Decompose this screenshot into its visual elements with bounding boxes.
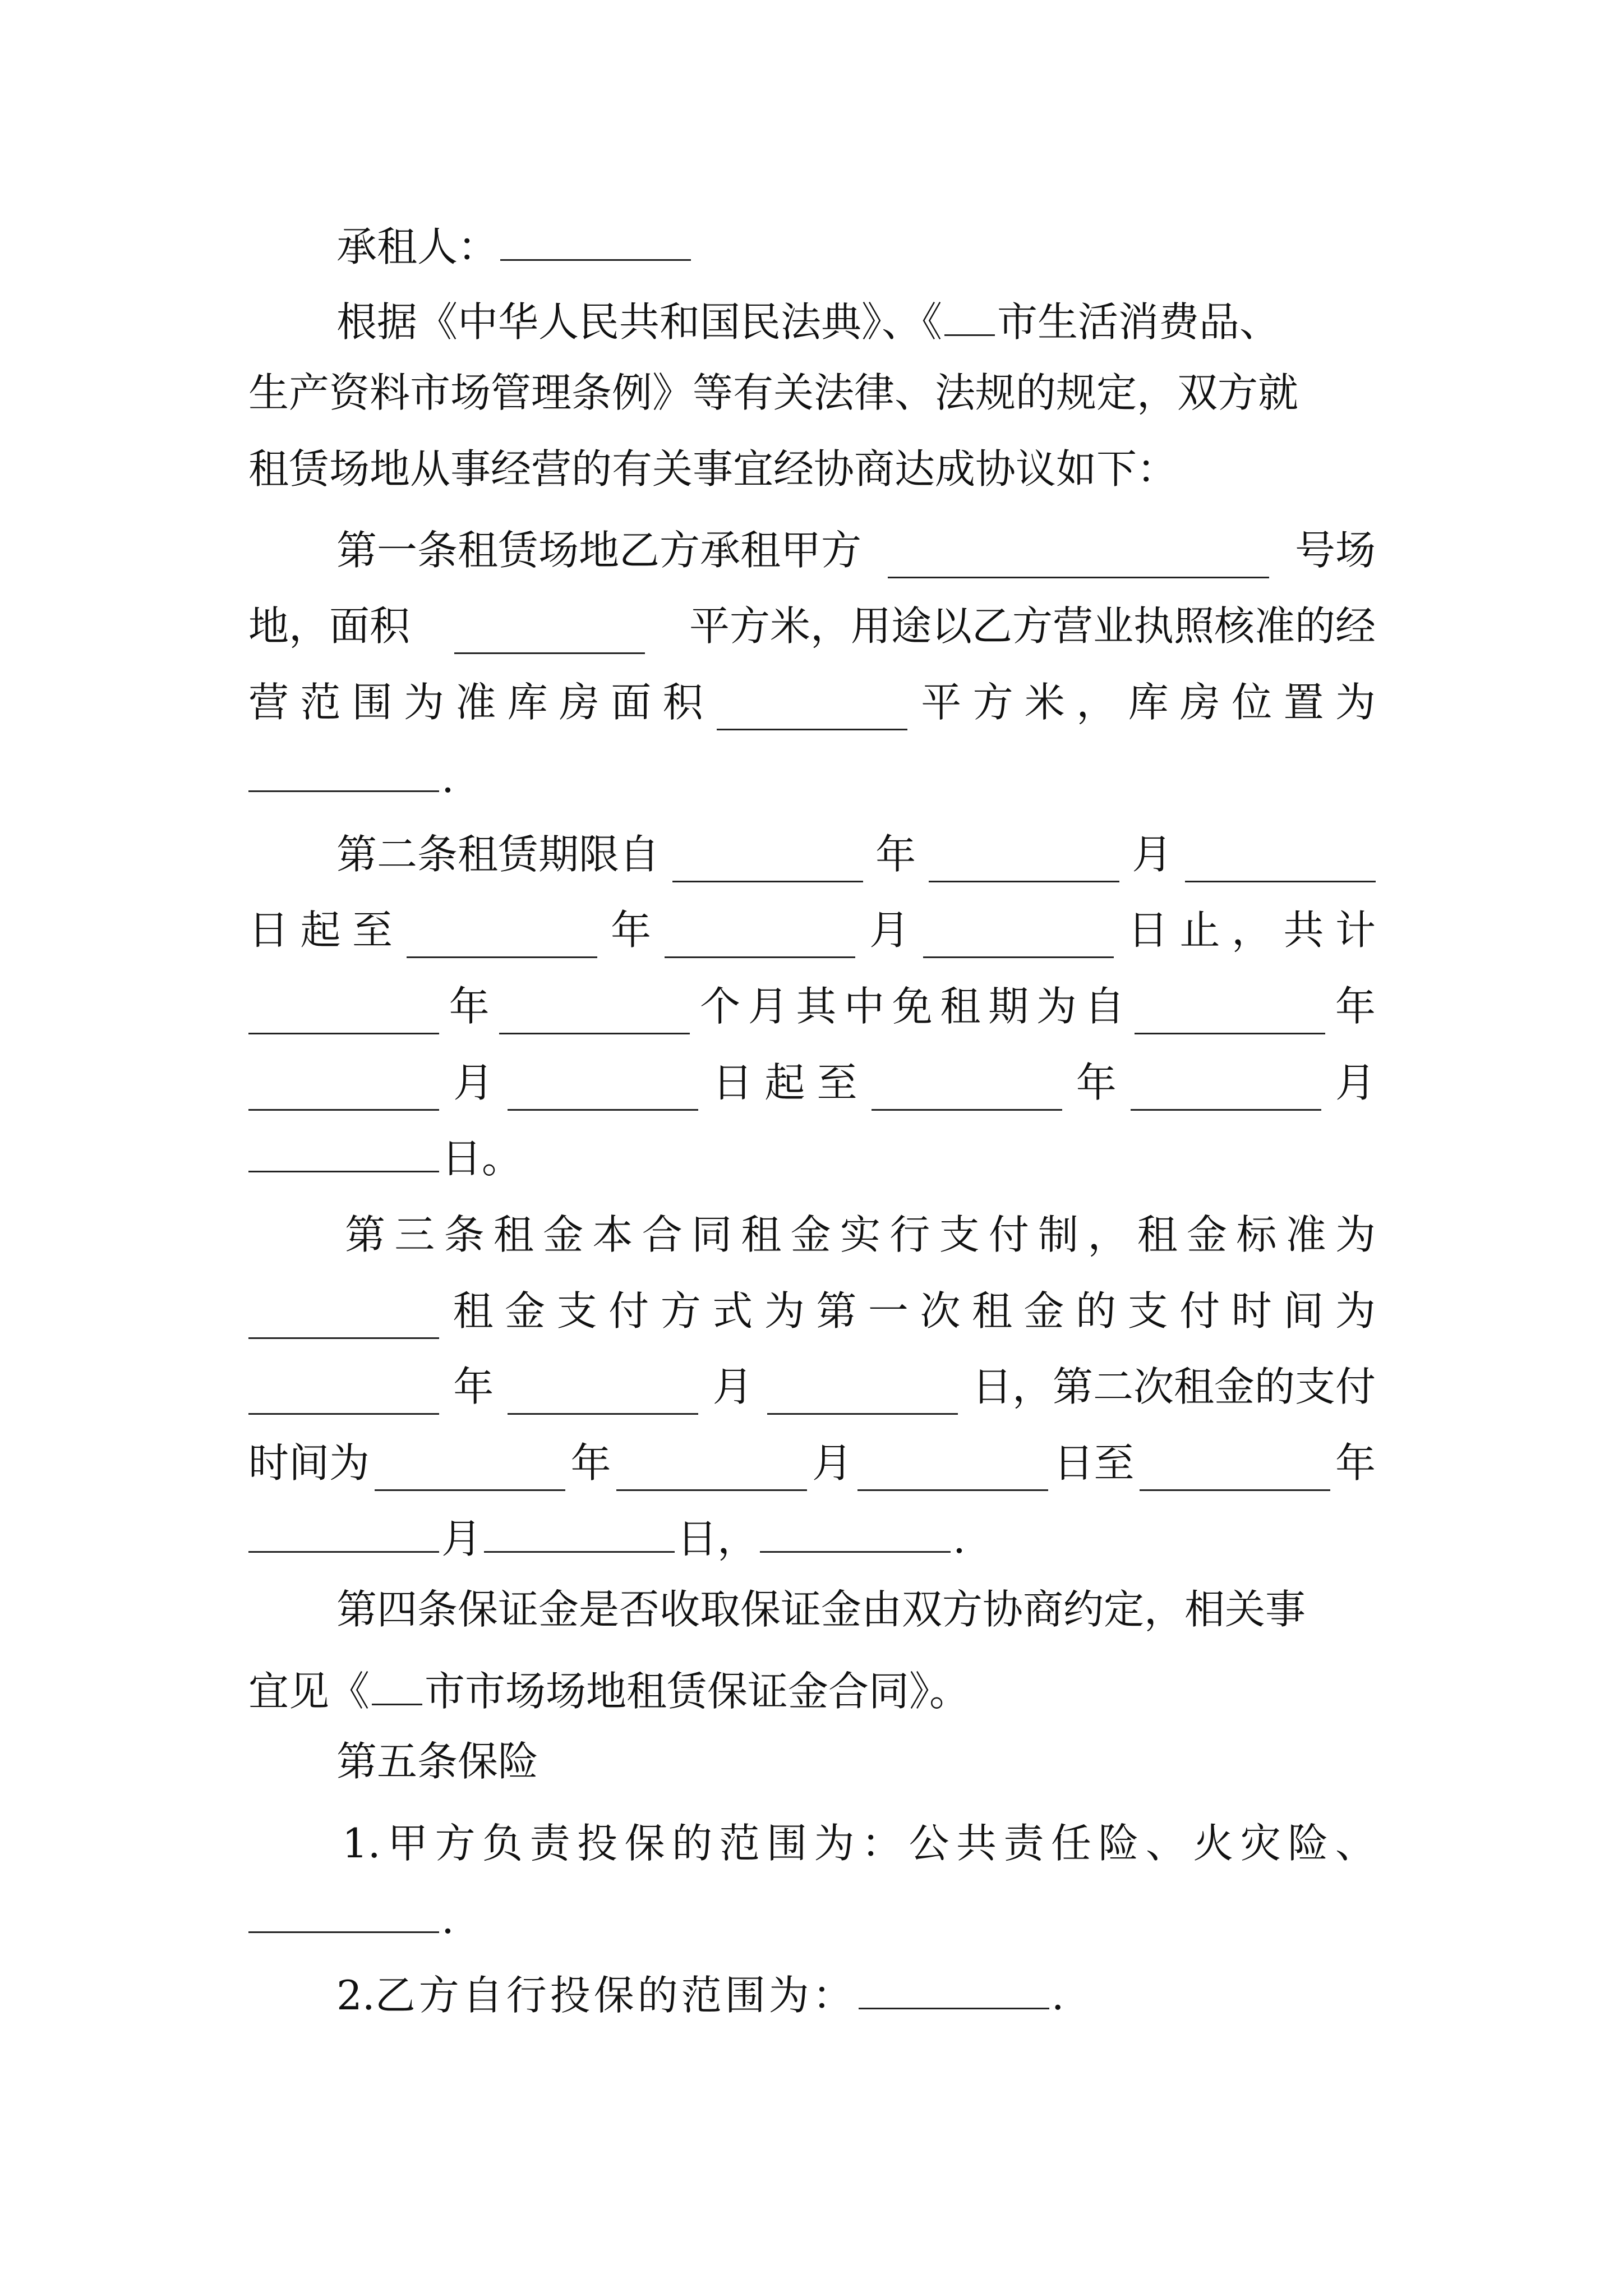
char: 方	[435, 1820, 476, 1867]
char: 租	[493, 1211, 534, 1258]
char: 为	[1335, 1211, 1376, 1258]
char: 责	[529, 1820, 570, 1867]
char: 保	[624, 1820, 665, 1867]
intro-line-3	[248, 441, 1376, 503]
char: 租	[972, 1287, 1013, 1335]
blank-city	[944, 288, 995, 336]
art2-text: 第二条租赁期限自	[336, 831, 660, 878]
blank-pay-other	[760, 1505, 951, 1553]
char: 一	[868, 1287, 909, 1335]
blank-free-start-day	[508, 1063, 698, 1111]
blank-area	[454, 606, 645, 654]
char: 实	[840, 1211, 880, 1258]
char: 责	[1003, 1820, 1044, 1867]
blank-city-2	[372, 1658, 422, 1705]
char: 起	[764, 1059, 805, 1106]
art4-text: 第四条保证金是否收取保证金由双方协商约定，相关事	[336, 1586, 1306, 1633]
intro-text: 生产资料市场管理条例》等有关法律、法规的规定，双方就	[248, 369, 1299, 416]
art1-text: 地，面积	[248, 602, 411, 650]
char: 平	[921, 679, 962, 726]
char: 甲	[388, 1820, 428, 1867]
char: 房	[1179, 679, 1220, 726]
art1-line-3	[248, 669, 1376, 730]
char: ，	[1231, 907, 1272, 954]
period: .	[953, 1515, 966, 1562]
char: 支	[1127, 1287, 1168, 1335]
char: 标	[1236, 1211, 1277, 1258]
char: 为	[1036, 983, 1077, 1030]
char: 月	[748, 983, 789, 1030]
art5-text: 乙方自行投保的范围为：	[375, 1972, 856, 2019]
art3-line-3	[248, 1353, 1376, 1415]
char: 行	[889, 1211, 930, 1258]
char: 方	[660, 1287, 701, 1335]
blank-pay2-day	[857, 1443, 1048, 1491]
char-year: 年	[1076, 1059, 1117, 1106]
char: 库	[507, 679, 548, 726]
char: 围	[352, 679, 393, 726]
char: 间	[1283, 1287, 1324, 1335]
char: 险	[1098, 1820, 1139, 1867]
blank-free-end-year	[872, 1063, 1062, 1111]
art1-text: 第一条租赁场地乙方承租甲方	[336, 527, 862, 574]
blank-total-months	[499, 987, 690, 1034]
char: 库	[1128, 679, 1169, 726]
blank-pay1-day	[767, 1367, 958, 1415]
char: 止	[1179, 907, 1220, 954]
art3-text: 日，	[677, 1515, 758, 1562]
art2-line-4	[248, 1049, 1376, 1111]
char-month: 月	[453, 1059, 494, 1106]
char: 范	[300, 679, 341, 726]
char: 负	[482, 1820, 523, 1867]
art2-line-1	[336, 821, 1376, 882]
char: 准	[455, 679, 496, 726]
art3-line-1	[345, 1201, 1376, 1263]
char: 险	[1288, 1820, 1329, 1867]
blank-pay2-end-day	[484, 1505, 675, 1553]
char: 其	[796, 983, 837, 1030]
art2-text: 日。	[441, 1135, 523, 1182]
art5-title-text: 第五条保险	[336, 1738, 539, 1785]
char: 期	[988, 983, 1029, 1030]
item-number: 1.	[342, 1820, 381, 1867]
char: 米	[1024, 679, 1065, 726]
blank-pay2-month	[616, 1443, 807, 1491]
char-year: 年	[875, 831, 916, 878]
char: 火	[1193, 1820, 1234, 1867]
char: 起	[300, 907, 341, 954]
char: 制	[1038, 1211, 1079, 1258]
char: 为	[1335, 679, 1376, 726]
blank-pay1-year	[248, 1367, 439, 1415]
art2-line-3	[248, 973, 1376, 1034]
blank-total-years	[248, 987, 439, 1034]
art4-line-1	[336, 1581, 1376, 1643]
lessee-label: 承租人：	[336, 223, 499, 270]
art3-text: 时间为	[248, 1439, 370, 1487]
char: 租	[940, 983, 981, 1030]
art5-title	[336, 1733, 1376, 1795]
intro-text: 市生活消费品、	[997, 298, 1280, 346]
char: 至	[817, 1059, 857, 1106]
intro-line-2	[248, 365, 1376, 426]
blank-pay2-end-month	[248, 1505, 439, 1553]
char: 三	[394, 1211, 435, 1258]
char: 为	[403, 679, 444, 726]
char: 自	[1084, 983, 1125, 1030]
char: 至	[352, 907, 393, 954]
char-year: 年	[1335, 1439, 1376, 1487]
char: 日	[712, 1059, 753, 1106]
char: 次	[920, 1287, 961, 1335]
char: 为	[814, 1820, 855, 1867]
art1-text: 号场	[1294, 527, 1376, 574]
char: 日	[248, 907, 289, 954]
blank-warehouse-location	[248, 744, 439, 792]
art3-text: 日，第二次租金的支付	[971, 1363, 1376, 1410]
blank-free-start-year	[1135, 987, 1325, 1034]
blank-pay1-month	[508, 1367, 698, 1415]
char: 式	[712, 1287, 753, 1335]
char: 面	[611, 679, 652, 726]
blank-free-end-month	[1131, 1063, 1321, 1111]
art3-line-5	[248, 1505, 1376, 1567]
char: 营	[248, 679, 289, 726]
char-year: 年	[1335, 983, 1376, 1030]
char: 个	[700, 983, 741, 1030]
blank-free-end-day	[248, 1125, 439, 1172]
art3-line-4	[248, 1429, 1376, 1491]
char: 租	[453, 1287, 494, 1335]
char: 日	[1127, 907, 1168, 954]
blank-rent-standard	[248, 1291, 439, 1339]
char: 、	[1145, 1820, 1186, 1867]
char-month: 月	[441, 1515, 482, 1562]
char: 付	[988, 1211, 1029, 1258]
blank-free-start-month	[248, 1063, 439, 1111]
blank-warehouse-area	[717, 683, 907, 730]
char-year: 年	[570, 1439, 611, 1487]
blank-site-no	[888, 531, 1269, 578]
char: 位	[1232, 679, 1272, 726]
intro-text: 根据《中华人民共和国民法典》、《	[336, 298, 943, 346]
period: .	[441, 1895, 454, 1943]
char-year: 年	[449, 983, 490, 1030]
art2-line-5	[248, 1125, 1376, 1186]
art4-line-2	[248, 1658, 1376, 1719]
char: 共	[956, 1820, 997, 1867]
art5-item-1	[342, 1810, 1376, 1871]
char: 的	[1076, 1287, 1117, 1335]
char: 准	[1285, 1211, 1326, 1258]
blank-self-insurance	[859, 1962, 1049, 2009]
art2-line-2	[248, 896, 1376, 958]
char: 条	[444, 1211, 485, 1258]
char: ，	[1087, 1211, 1128, 1258]
char: 本	[592, 1211, 633, 1258]
period: .	[1051, 1972, 1064, 2019]
char: 付	[1179, 1287, 1220, 1335]
char: 支	[556, 1287, 597, 1335]
art5-item-1-cont	[248, 1885, 1376, 1947]
char: 租	[1137, 1211, 1178, 1258]
char: 的	[672, 1820, 713, 1867]
art1-line-4	[248, 744, 1376, 806]
char: 、	[1335, 1820, 1376, 1867]
art4-text: 宜见《	[248, 1668, 370, 1715]
intro-line-1	[336, 288, 1376, 350]
char: ，	[1076, 679, 1117, 726]
char: 灾	[1240, 1820, 1281, 1867]
art3-text: 日至	[1053, 1439, 1135, 1487]
lessee-line	[336, 213, 1376, 275]
char-month: 月	[1335, 1059, 1376, 1106]
char: 房	[559, 679, 600, 726]
char: 为	[1335, 1287, 1376, 1335]
char: 围	[767, 1820, 808, 1867]
blank-start-year	[672, 835, 863, 882]
art1-line-1	[336, 517, 1376, 578]
period: .	[441, 754, 454, 802]
char: 积	[662, 679, 703, 726]
char: 中	[844, 983, 885, 1030]
item-number: 2.	[336, 1972, 375, 2019]
char: 金	[543, 1211, 584, 1258]
intro-text: 租赁场地从事经营的有关事宜经协商达成协议如下：	[248, 445, 1178, 493]
char: 公	[909, 1820, 949, 1867]
art4-text: 市市场场地租赁保证金合同》。	[425, 1668, 970, 1715]
char: 付	[608, 1287, 649, 1335]
char-month: 月	[811, 1439, 852, 1487]
char: ：	[861, 1820, 902, 1867]
char: 共	[1283, 907, 1324, 954]
char: 第	[816, 1287, 857, 1335]
char: 为	[764, 1287, 805, 1335]
char: 时	[1231, 1287, 1272, 1335]
blank-end-year	[407, 910, 597, 958]
char: 置	[1283, 679, 1324, 726]
blank-pay2-end-year	[1140, 1443, 1330, 1491]
blank-pay2-year	[375, 1443, 565, 1491]
blank-lessee	[500, 213, 691, 261]
char-year: 年	[453, 1363, 494, 1410]
art5-item-2	[336, 1962, 1376, 2023]
char: 计	[1335, 907, 1376, 954]
char: 同	[691, 1211, 732, 1258]
blank-end-day	[923, 910, 1114, 958]
blank-start-month	[929, 835, 1119, 882]
blank-start-day	[1185, 835, 1376, 882]
char-month: 月	[869, 907, 910, 954]
char: 合	[642, 1211, 683, 1258]
char: 金	[1023, 1287, 1064, 1335]
char-year: 年	[610, 907, 651, 954]
char: 范	[719, 1820, 760, 1867]
art1-text: 平方米，用途以乙方营业执照核准的经	[689, 602, 1376, 650]
blank-insurance-other	[248, 1885, 439, 1933]
char: 租	[741, 1211, 782, 1258]
char: 免	[892, 983, 933, 1030]
char: 第	[345, 1211, 386, 1258]
char-month: 月	[712, 1363, 753, 1410]
char: 投	[577, 1820, 618, 1867]
char: 金	[505, 1287, 546, 1335]
char: 支	[939, 1211, 980, 1258]
char: 金	[1187, 1211, 1228, 1258]
char-month: 月	[1132, 831, 1173, 878]
art3-line-2	[248, 1277, 1376, 1339]
art1-line-2	[248, 592, 1376, 654]
char: 金	[790, 1211, 831, 1258]
char: 任	[1050, 1820, 1091, 1867]
char: 方	[972, 679, 1013, 726]
blank-end-month	[665, 910, 855, 958]
